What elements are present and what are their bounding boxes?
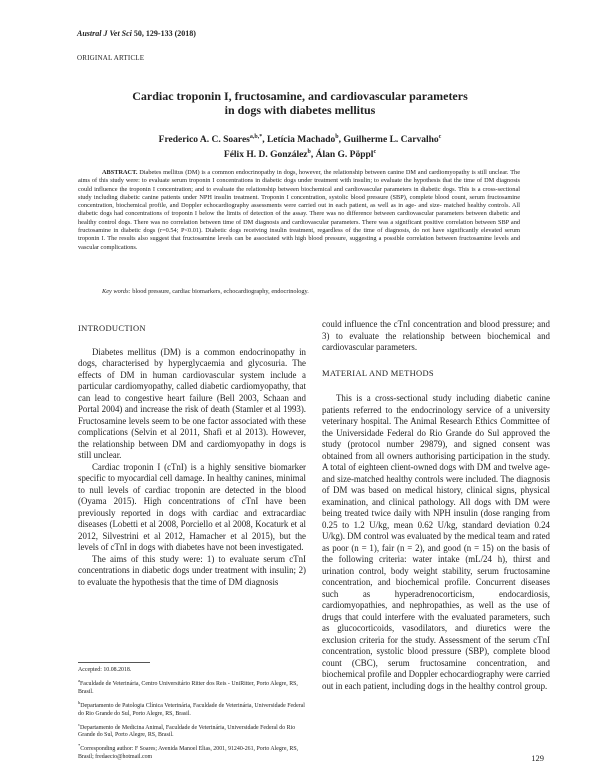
footnotes (78, 667, 306, 764)
author-affiliation: c (438, 134, 442, 140)
footnote-text: Departamento de Medicina Animal, Faculdade de Veterinária, Universidade Federal do Rio Grande do Sul, Porto Alegre, RS, Brasil. (78, 724, 296, 739)
footnote-affiliation-b (78, 699, 306, 718)
methods-paragraph: This is a cross-sectional study including diabetic canine patients referred to the endocrinology service of a university veterinary hospital. The Animal Research Ethics Committee of the Universidade Federal do Rio Grande do Sul approved the study (protocol number 29879), and signed consent was obtained from all owners authorising participation in the study. A total of eighteen client-owned dogs with DM and twelve age- and size-matched healthy controls were included. The diagnosis of DM was based on medical history, clinical signs, physical examination, and clinical pathology. All dogs with DM were being treated twice daily with NPH insulin (dose ranging from 0.25 to 1.2 U/kg, mean 0.62 U/kg, standard deviation 0.24 U/kg). DM control was evaluated by the medical team and rated as poor (n = 1), fair (n = 2), and good (n = 15) on the basis of the following criteria: water intake (mL/24 h), thirst and urination control, body weight stability, serum fructosamine concentration, and biochemical profile. Concurrent diseases such as hyperadrenocorticism, endocardiosis, cardiomyopathies, and nephropathies, as well as the use of drugs that could interfere with the evaluated parameters, such as glucocorticoids, vasodilators, and diuretics were the exclusion criteria for the study. Assessment of the serum cTnI concentration, systolic blood pressure (SBP), complete blood count (CBC), serum fructosamine concentration, and biochemical profile and Doppler echocardiography were carried out in each patient, including dogs in the healthy control group. (322, 393, 550, 691)
journal-name: Austral J Vet Sci (77, 29, 132, 38)
title-line-2: in dogs with diabetes mellitus (224, 103, 376, 117)
title-line-1: Cardiac troponin I, fructosamine, and cardiovascular parameters (132, 89, 468, 103)
footnote-text: Faculdade de Veterinária, Centro Universitário Ritter dos Reis - UniRitter, Porto Alegre, RS, Brasil. (78, 681, 298, 695)
author-name: Álan G. Pöppl (315, 150, 374, 161)
right-column (322, 319, 550, 692)
author-name: Frederico A. C. Soares (158, 135, 250, 146)
section-heading-introduction: INTRODUCTION (78, 323, 146, 333)
footnote-divider (78, 662, 150, 663)
author-line-2 (60, 146, 540, 161)
footnote-marker: * (78, 743, 81, 749)
intro-paragraph: Cardiac troponin I (cTnI) is a highly sensitive biomarker specific to myocardial cell damage. In healthy canines, minimal to null levels of cardiac troponin are detected in the blood (Oyama 2015). High concentrations of cTnI have been previously reported in dogs with cardiac and extracardiac diseases (Lobetti et al 2008, Porciello et al 2008, Kocaturk et al 2012, Silvestrini et al 2012, Hamacher et al 2015), but the levels of cTnI in dogs with diabetes have not been investigated. (78, 461, 306, 552)
author-separator: , (338, 135, 344, 146)
article-title (60, 89, 540, 117)
footnote-marker: b (78, 699, 81, 705)
abstract (78, 169, 520, 252)
footnote-affiliation-c (78, 721, 306, 740)
footnote-accepted: Accepted: 10.08.2018. (78, 667, 132, 673)
journal-volume: 50, 129-133 (2018) (133, 29, 196, 38)
author-line-1 (60, 131, 540, 146)
intro-paragraph: Diabetes mellitus (DM) is a common endocrinopathy in dogs, characterised by hyperglycaemia and glycosuria. The effects of DM in human cardiovascular system include a particular cardiomyopathy, called diabetic cardiomyopathy, that can lead to congestive heart failure (Bell 2003, Schaan and Portal 2004) and increase the risk of death (Stamler et al 1993). Fructosamine levels seem to be one factor associated with these complications (Selvin et al 2011, Shafi et al 2013). However, the relationship between DM and cardiomyopathy in dogs is still unclear. (78, 346, 306, 460)
left-column (78, 323, 306, 588)
footnote-text: Departamento de Patologia Clínica Veterinária, Faculdade de Veterinária, Universidade Federal do Rio Grande do Sul, Porto Alegre, RS, Brasil. (78, 702, 305, 717)
journal-citation (77, 29, 196, 38)
footnote-marker: c (78, 721, 80, 727)
author-affiliation: b (335, 134, 339, 140)
keywords (78, 288, 520, 296)
section-heading-methods: MATERIAL AND METHODS (322, 367, 434, 378)
author-list (60, 131, 540, 161)
abstract-label: ABSTRACT. (102, 169, 138, 176)
author-name: Guilherme L. Carvalho (343, 135, 439, 146)
page-number: 129 (531, 753, 544, 763)
intro-paragraph-continued: could influence the cTnI concentration and blood pressure; and 3) to evaluate the relationship between biochemical and cardiovascular parameters. (322, 319, 550, 352)
author-affiliation: b (307, 149, 311, 156)
abstract-text: Diabetes mellitus (DM) is a common endocrinopathy in dogs, however, the relationship between canine DM and cardiomyopathy is still unclear. The aims of this study were: to evaluate serum troponin I concentrations in diabetic dogs under treatment with insulin; to evaluate the hypothesis that the time of DM diagnosis could influence the troponin I concentration; and to evaluate the relationship between biochemical and cardiovascular parameters in diabetic dogs. This is a cross-sectional study including diabetic canine patients under NPH insulin treatment. Troponin I concentration, systolic blood pressure (SBP), complete blood count, serum fructosamine concentration, biochemical profile, and Doppler echocardiography assessments were carried out in each patient, as well as in age- and size- matched healthy controls. All diabetic dogs had concentrations of troponin I below the limits of detection of the assay. There was no difference between cardiovascular parameters between diabetic and healthy control dogs. There was no correlation between time of DM diagnosis and cardiovascular parameters. There was a significant positive correlation between SBP and fructosamine in diabetic dogs (r=0.54; P<0.01). Diabetic dogs receiving insulin treatment, regardless of the time of diagnosis, do not have significantly elevated serum troponin I. The results also suggest that fructosamine levels can be associated with high blood pressure, suggesting a possible correlation between fructosamine levels and vascular complications. (78, 169, 520, 251)
keywords-label: Key words: (102, 288, 131, 295)
author-affiliation: c (373, 149, 377, 156)
author-affiliation: a,b,* (249, 134, 263, 140)
author-name: Letícia Machado (266, 135, 336, 146)
footnote-text: Corresponding author: F Soares; Avenida Manoel Elias, 2001, 91240-261, Porto Alegre, RS, Brasil; fredaecio@hotmail.com (78, 746, 299, 760)
author-separator: , (310, 150, 316, 161)
article-type: ORIGINAL ARTICLE (77, 54, 145, 62)
footnote-affiliation-a (78, 677, 306, 696)
intro-paragraph: The aims of this study were: 1) to evaluate serum cTnI concentrations in diabetic dogs under treatment with insulin; 2) to evaluate the hypothesis that the time of DM diagnosis (78, 553, 306, 587)
author-separator: , (262, 135, 267, 146)
footnote-corresponding-author (78, 742, 306, 761)
footnote-marker: a (78, 678, 80, 684)
keywords-text: blood pressure, cardiac biomarkers, echocardiography, endocrinology. (132, 288, 309, 295)
author-name: Félix H. D. González (223, 150, 308, 161)
